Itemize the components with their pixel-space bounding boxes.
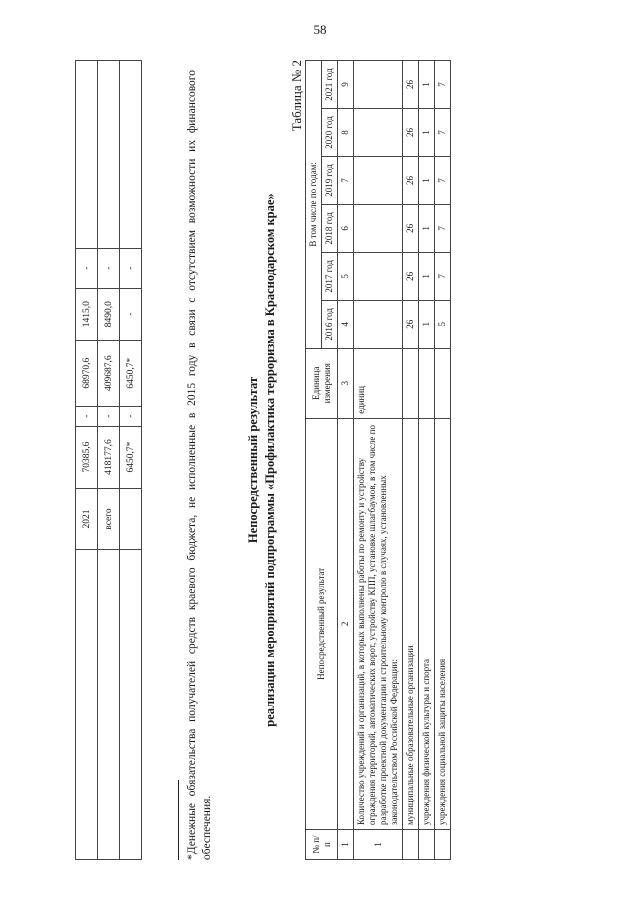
- column-index-cell: 3: [338, 348, 354, 418]
- top-table-cell: 6450,7*: [120, 340, 142, 406]
- table-row: [419, 61, 435, 860]
- top-table-cell: 1415,0: [76, 288, 98, 340]
- header-result: Непосредственный результат: [306, 418, 338, 829]
- header-unit: Единица измерения: [306, 348, 338, 418]
- column-index-cell: 9: [338, 61, 354, 109]
- row-year-value: [354, 204, 403, 252]
- top-table-cell: [98, 550, 120, 860]
- column-index-cell: 5: [338, 252, 354, 300]
- top-table-row: [76, 61, 98, 860]
- table-row: [354, 61, 403, 860]
- results-table: [305, 60, 451, 860]
- row-result-name: Количество учреждений и организаций, в которых выполнены работы по ремонту и устройству ограждения территорий, автоматических ворот, устройству КПП, установке шлагбаумов, в том числе по разработке проектной документации и строительному контролю в случаях, установленных законодательством Российской Федерации:: [354, 418, 403, 829]
- row-result-name: учреждения физической культуры и спорта: [419, 418, 435, 829]
- top-table-row: [98, 61, 120, 860]
- row-unit: [435, 348, 451, 418]
- header-year-2021: 2021 год: [322, 61, 338, 109]
- row-year-value: 5: [435, 300, 451, 348]
- row-year-value: 7: [435, 204, 451, 252]
- page-number: 58: [313, 22, 327, 37]
- top-table-cell: 418177,6: [98, 426, 120, 488]
- top-table-cell: [120, 550, 142, 860]
- row-unit: единиц: [354, 348, 403, 418]
- column-index-cell: 8: [338, 109, 354, 157]
- row-year-value: 1: [419, 252, 435, 300]
- header-num: № п/п: [306, 830, 338, 860]
- row-number: 1: [354, 830, 403, 860]
- heading-line-2: реализации мероприятий подпрограммы «Профилактика терроризма в Краснодарском крае»: [263, 193, 277, 727]
- top-table-cell: [120, 488, 142, 550]
- row-year-value: 1: [419, 156, 435, 204]
- top-table-cell: [98, 61, 120, 249]
- top-table-cell: -: [98, 406, 120, 426]
- row-year-value: 1: [419, 109, 435, 157]
- table-row: [403, 61, 419, 860]
- top-table-cell: всего: [98, 488, 120, 550]
- row-unit: [419, 348, 435, 418]
- top-table-row: [120, 61, 142, 860]
- top-table-cell: -: [120, 406, 142, 426]
- row-year-value: [354, 252, 403, 300]
- top-table-cell: -: [98, 248, 120, 288]
- rotated-page-content: [75, 60, 605, 860]
- column-index-cell: 6: [338, 204, 354, 252]
- top-table-cell: -: [120, 288, 142, 340]
- top-table-cell: 68970,6: [76, 340, 98, 406]
- row-year-value: 26: [403, 61, 419, 109]
- row-number: [435, 830, 451, 860]
- row-year-value: 26: [403, 109, 419, 157]
- row-year-value: 7: [435, 156, 451, 204]
- row-year-value: 7: [435, 61, 451, 109]
- footnote: *Денежные обязательства получателей средств краевого бюджета, не исполненные в 2015 году в связи с отсутствием возможности их финансового обеспечения.: [186, 70, 213, 860]
- row-year-value: 7: [435, 109, 451, 157]
- row-year-value: 1: [419, 61, 435, 109]
- top-table-cell: [76, 61, 98, 249]
- row-year-value: 1: [419, 300, 435, 348]
- row-year-value: [354, 156, 403, 204]
- row-number: [419, 830, 435, 860]
- top-table-cell: 409687,6: [98, 340, 120, 406]
- row-result-name: учреждения социальной защиты населения: [435, 418, 451, 829]
- top-table-cell: [76, 550, 98, 860]
- column-index-cell: 4: [338, 300, 354, 348]
- row-year-value: 26: [403, 252, 419, 300]
- row-year-value: [354, 109, 403, 157]
- row-year-value: 7: [435, 252, 451, 300]
- row-year-value: 1: [419, 204, 435, 252]
- table-number: Таблица № 2: [289, 60, 304, 132]
- footnote-rule: [178, 780, 179, 860]
- column-index-row: [338, 61, 354, 860]
- header-year-2020: 2020 год: [322, 109, 338, 157]
- top-table-cell: -: [120, 248, 142, 288]
- row-year-value: 26: [403, 300, 419, 348]
- top-table-cell: [120, 61, 142, 249]
- top-table-cell: -: [76, 406, 98, 426]
- column-index-cell: 2: [338, 418, 354, 829]
- header-year-2016: 2016 год: [322, 300, 338, 348]
- row-year-value: 26: [403, 204, 419, 252]
- row-result-name: муниципальные образовательные организации: [403, 418, 419, 829]
- section-heading: [245, 60, 279, 860]
- column-index-cell: 1: [338, 830, 354, 860]
- row-year-value: 26: [403, 156, 419, 204]
- top-table-cell: 2021: [76, 488, 98, 550]
- top-table-cell: 70385,6: [76, 426, 98, 488]
- header-year-2017: 2017 год: [322, 252, 338, 300]
- header-year-2019: 2019 год: [322, 156, 338, 204]
- top-table-cell: 6450,7*: [120, 426, 142, 488]
- header-years-group: В том числе по годам:: [306, 61, 322, 349]
- row-year-value: [354, 61, 403, 109]
- top-table-cell: -: [76, 248, 98, 288]
- row-number: [403, 830, 419, 860]
- header-year-2018: 2018 год: [322, 204, 338, 252]
- top-table-cell: 8490,0: [98, 288, 120, 340]
- column-index-cell: 7: [338, 156, 354, 204]
- row-year-value: [354, 300, 403, 348]
- row-unit: [403, 348, 419, 418]
- table-row: [435, 61, 451, 860]
- top-budget-table: [75, 60, 142, 860]
- heading-line-1: Непосредственный результат: [246, 376, 260, 544]
